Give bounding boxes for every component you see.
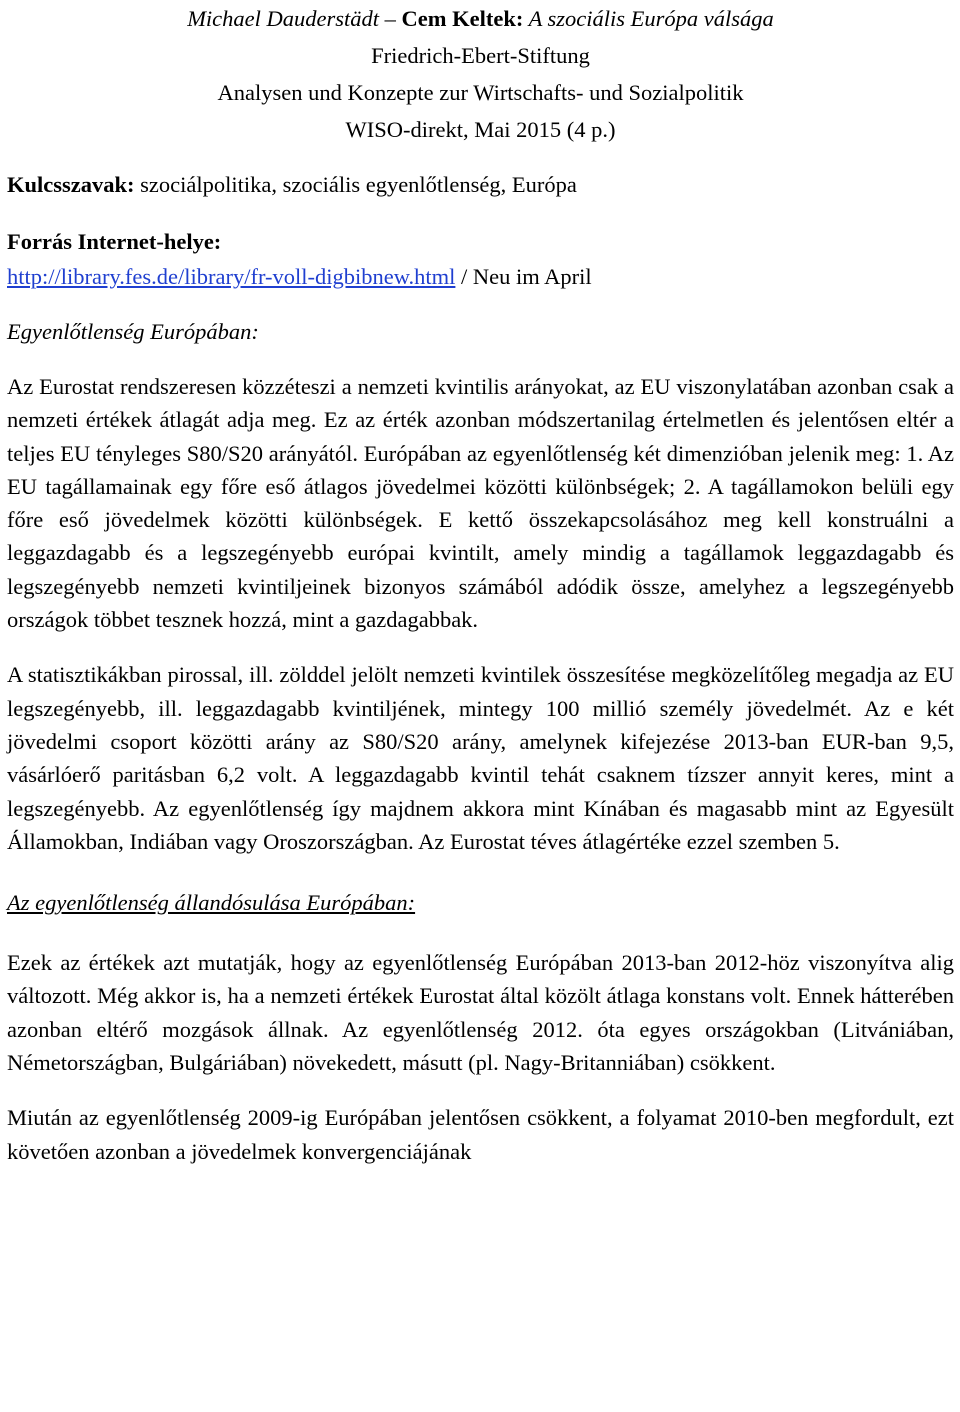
citation-line	[7, 0, 954, 37]
source-block	[7, 224, 954, 294]
section-heading-persistence: Az egyenlőtlenség állandósulása Európában:	[7, 890, 416, 916]
keywords-label: Kulcsszavak:	[7, 172, 135, 197]
section-heading-inequality: Egyenlőtlenség Európában:	[7, 319, 259, 344]
author-primary: Michael Dauderstädt –	[187, 6, 396, 31]
source-label: Forrás Internet-helye:	[7, 229, 222, 254]
keywords-line	[7, 168, 954, 202]
source-note: / Neu im April	[455, 264, 592, 289]
paragraph-statistics: A statisztikákban pirossal, ill. zölddel jelölt nemzeti kvintilek összesítése megközelítőleg megadja az EU legszegényebb, ill. leggazdagabb kvintiljének, mintegy 100 millió személy jövedelmét. Az e két jövedelmi csoport közötti arány az S80/S20 arány, amelynek kifejezése 2013-ban EUR-ban 9,5, vásárlóerő paritásban 6,2 volt. A leggazdagabb kvintil tehát csaknem tízszer annyit keres, mint a legszegényebb. Az egyenlőtlenség így majdnem akkora mint Kínában és magasabb mint az Egyesült Államokban, Indiában vagy Oroszországban. Az Eurostat téves átlagértéke ezzel szemben 5.	[7, 662, 954, 854]
document-title: A szociális Európa válsága	[528, 6, 774, 31]
keywords-text: szociálpolitika, szociális egyenlőtlenség, Európa	[140, 172, 577, 197]
paragraph-values: Ezek az értékek azt mutatják, hogy az egyenlőtlenség Európában 2013-ban 2012-höz viszonyítva alig változott. Még akkor is, ha a nemzeti értékek Eurostat által közölt átlaga konstans volt. Ennek hátterében azonban eltérő mozgások állnak. Az egyenlőtlenség 2012. óta egyes országokban (Litvániában, Németországban, Bulgáriában) növekedett, másutt (pl. Nagy-Britanniában) csökkent.	[7, 950, 954, 1076]
publisher: Friedrich-Ebert-Stiftung	[371, 43, 590, 68]
paragraph-after-2009: Miután az egyenlőtlenség 2009-ig Európában jelentősen csökkent, a folyamat 2010-ben megfordult, ezt követően azonban a jövedelmek konvergenciájának	[7, 1105, 954, 1164]
author-secondary: Cem Keltek:	[401, 6, 524, 31]
series-title: Analysen und Konzepte zur Wirtschafts- und Sozialpolitik	[217, 80, 744, 105]
source-link[interactable]: http://library.fes.de/library/fr-voll-digbibnew.html	[7, 264, 456, 289]
paragraph-eurostat: Az Eurostat rendszeresen közzéteszi a nemzeti kvintilis arányokat, az EU viszonylatában azonban csak a nemzeti értékek átlagát adja meg. Ez az érték azonban módszertanilag értelmetlen és jelentősen eltér a teljes EU tényleges S80/S20 arányától. Európában az egyenlőtlenség két dimenzióban jelenik meg: 1. Az EU tagállamainak egy főre eső átlagos jövedelmei közötti különbségek; 2. A tagállamokon belüli egy főre eső jövedelmek közötti különbségek. E kettő összekapcsolásához meg kell konstruálni a leggazdagabb és a legszegényebb európai kvintilt, amely mindig a tagállamok leggazdagabb és legszegényebb nemzeti kvintiljeinek bizonyos számából adódik össze, amelyhez a legszegényebb országok többet tesznek hozzá, mint a gazdagabbak.	[7, 374, 954, 633]
issue-info: WISO-direkt, Mai 2015 (4 p.)	[345, 117, 616, 142]
document-header	[7, 0, 954, 148]
